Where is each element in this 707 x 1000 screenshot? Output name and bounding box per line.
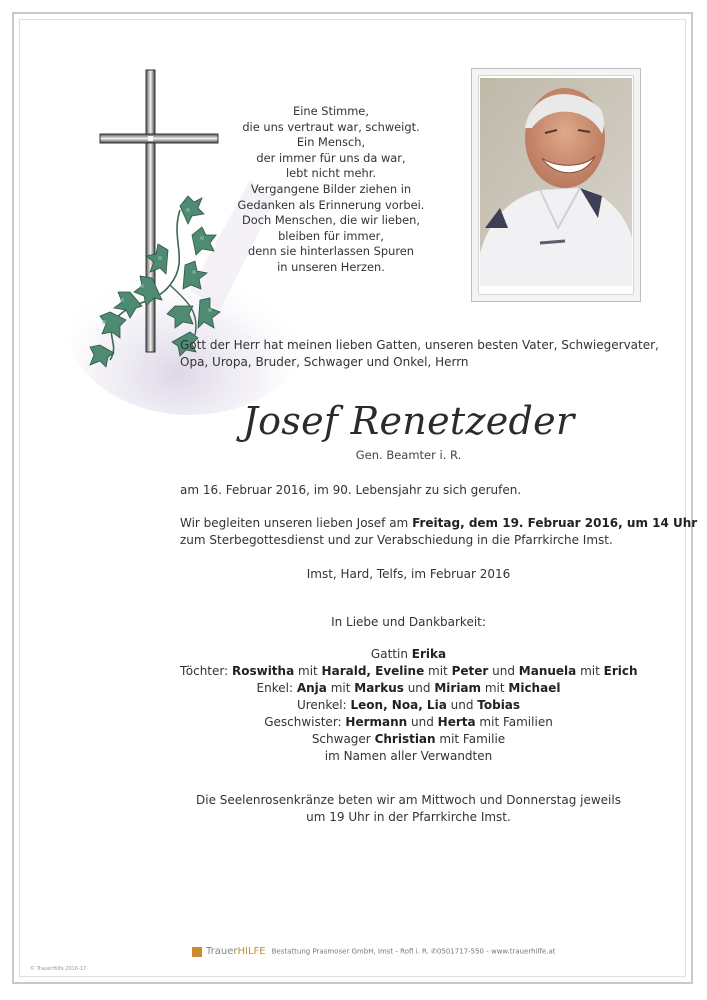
footer bbox=[192, 946, 556, 957]
death-notice: am 16. Februar 2016, im 90. Lebensjahr zu sich gerufen. bbox=[180, 483, 522, 497]
poem-line: lebt nicht mehr. bbox=[285, 166, 377, 181]
intro-line: Gott der Herr hat meinen lieben Gatten, unseren besten Vater, Schwiegervater, bbox=[180, 338, 659, 352]
funeral-text: Wir begleiten unseren lieben Josef am bbox=[180, 516, 413, 530]
funeral-date: Freitag, dem 19. Februar 2016, um 14 Uhr bbox=[412, 516, 698, 530]
poem-line: der immer für uns da war, bbox=[256, 150, 406, 165]
rosary-notice bbox=[180, 792, 637, 826]
family-row-toechter: Töchter: Roswitha mit Harald, Eveline mit Peter und Manuela mit Erich bbox=[180, 664, 638, 678]
funeral-line-1 bbox=[180, 515, 697, 532]
funeral-line-2: zum Sterbegottesdienst und zur Verabschiedung in die Pfarrkirche Imst. bbox=[180, 533, 613, 547]
trauerhilfe-logo-icon bbox=[192, 947, 202, 957]
poem-line: Vergangene Bilder ziehen in bbox=[250, 181, 412, 196]
poem-line: Eine Stimme, bbox=[293, 104, 369, 118]
family-row-urenkel: Urenkel: Leon, Noa, Lia und Tobias bbox=[296, 698, 521, 712]
footer-text: Bestattung Prasmoser GmbH, Imst - Rofl i. R. ✆0501717-550 - www.trauerhilfe.at bbox=[271, 947, 556, 956]
brand-name: TrauerHILFE bbox=[206, 946, 266, 957]
poem bbox=[220, 104, 442, 276]
intro-line: Opa, Uropa, Bruder, Schwager und Onkel, Herrn bbox=[180, 355, 469, 369]
poem-line: Doch Menschen, die wir lieben, bbox=[241, 213, 420, 228]
poem-line: Gedanken als Erinnerung vorbei. bbox=[237, 197, 425, 212]
family-row-geschwister: Geschwister: Hermann und Herta mit Familien bbox=[264, 715, 553, 729]
family-row-schwager: Schwager Christian mit Familie bbox=[311, 732, 506, 746]
poem-line: Ein Mensch, bbox=[296, 135, 366, 150]
poem-line: in unseren Herzen. bbox=[277, 259, 385, 274]
gratitude: In Liebe und Dankbarkeit: bbox=[331, 615, 486, 629]
family-row-relatives: im Namen aller Verwandten bbox=[324, 749, 493, 763]
copyright: © TrauerHilfe 2016-17 bbox=[30, 966, 87, 972]
family-list bbox=[180, 646, 637, 765]
intro-text bbox=[180, 337, 660, 371]
rosary-line: Die Seelenrosenkränze beten wir am Mittwoch und Donnerstag jeweils bbox=[196, 793, 621, 807]
family-row-gattin: Gattin Erika bbox=[370, 647, 447, 661]
deceased-name: Josef Renetzeder bbox=[242, 399, 575, 443]
family-row-enkel: Enkel: Anja mit Markus und Miriam mit Michael bbox=[256, 681, 561, 695]
deceased-title: Gen. Beamter i. R. bbox=[355, 448, 462, 462]
poem-line: denn sie hinterlassen Spuren bbox=[248, 244, 414, 259]
poem-line: bleiben für immer, bbox=[278, 228, 384, 243]
place-date: Imst, Hard, Telfs, im Februar 2016 bbox=[306, 567, 511, 581]
portrait-photo bbox=[480, 78, 632, 286]
rosary-line: um 19 Uhr in der Pfarrkirche Imst. bbox=[306, 810, 511, 824]
poem-line: die uns vertraut war, schweigt. bbox=[242, 119, 420, 134]
